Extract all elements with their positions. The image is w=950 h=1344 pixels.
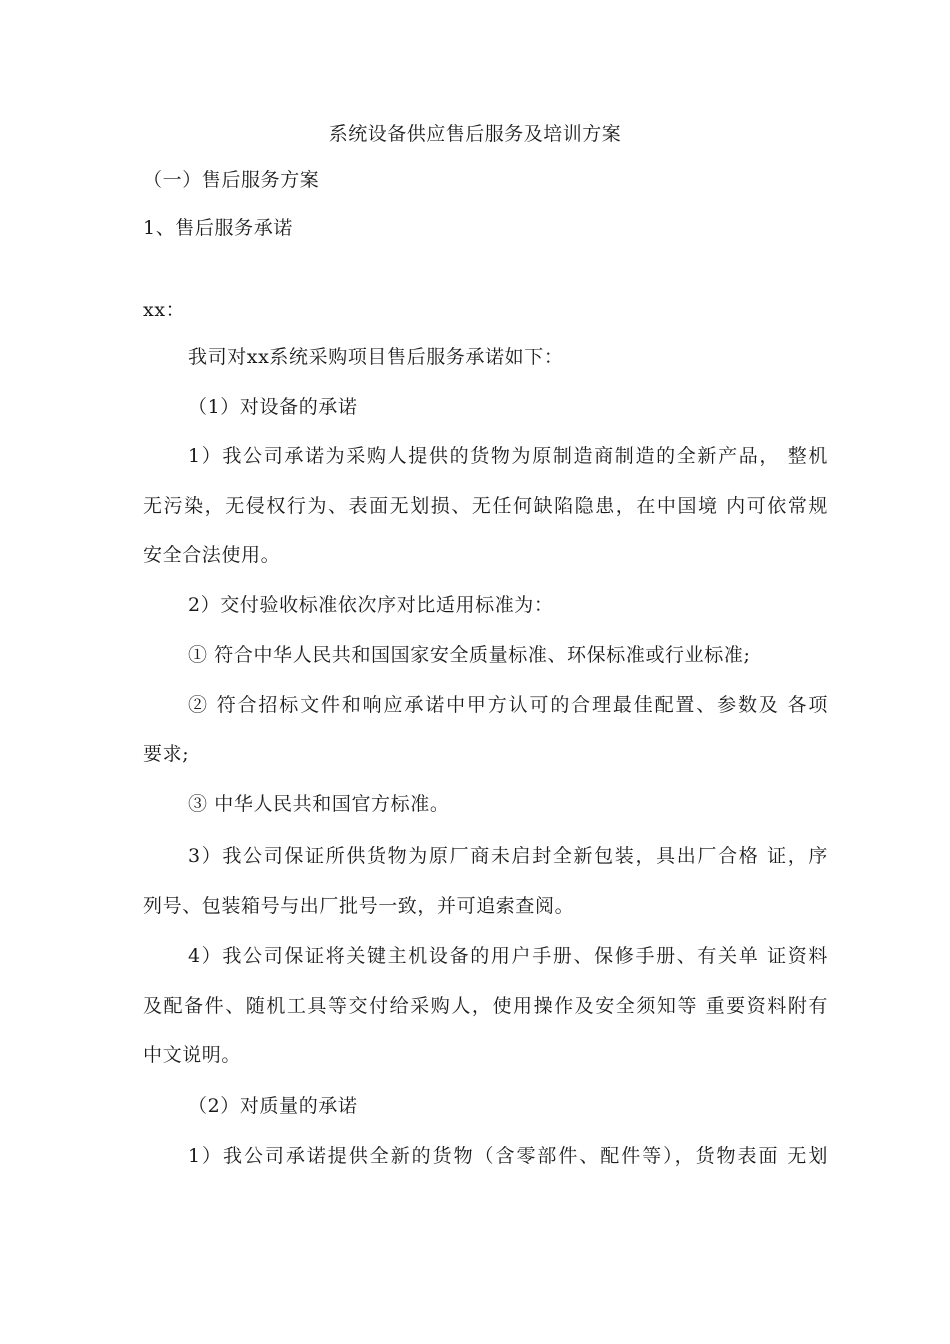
quality-item1-line1: 1）我公司承诺提供全新的货物（含零部件、配件等），货物表面 无划 — [188, 1145, 828, 1167]
subsection-heading-commitment: 1、售后服务承诺 — [143, 217, 293, 239]
standard-2-line2: 要求; — [143, 743, 190, 765]
standard-3: ③ 中华人民共和国官方标准。 — [188, 793, 450, 815]
item1-line2: 无污染，无侵权行为、表面无划损、无任何缺陷隐患，在中国境 内可依常规 — [143, 495, 828, 517]
item4-line1: 4）我公司保证将关键主机设备的用户手册、保修手册、有关单 证资料 — [188, 945, 828, 967]
item1-line1: 1）我公司承诺为采购人提供的货物为原制造商制造的全新产品， 整机 — [188, 445, 828, 467]
item4-line3: 中文说明。 — [143, 1044, 242, 1066]
item3-line1: 3）我公司保证所供货物为原厂商未启封全新包装，具出厂合格 证，序 — [188, 845, 828, 867]
standard-1: ① 符合中华人民共和国国家安全质量标准、环保标准或行业标准; — [188, 644, 751, 666]
intro-paragraph: 我司对xx系统采购项目售后服务承诺如下： — [188, 346, 564, 368]
item2-paragraph: 2）交付验收标准依次序对比适用标准为： — [188, 594, 554, 616]
document-title: 系统设备供应售后服务及培训方案 — [328, 123, 622, 145]
salutation: xx： — [143, 299, 186, 321]
item4-line2: 及配备件、随机工具等交付给采购人，使用操作及安全须知等 重要资料附有 — [143, 995, 828, 1017]
item3-line2: 列号、包装箱号与出厂批号一致，并可追索查阅。 — [143, 895, 575, 917]
item1-line3: 安全合法使用。 — [143, 544, 281, 566]
standard-2-line1: ② 符合招标文件和响应承诺中甲方认可的合理最佳配置、参数及 各项 — [188, 694, 828, 716]
heading-quality-commitment: （2）对质量的承诺 — [188, 1095, 358, 1117]
heading-equipment-commitment: （1）对设备的承诺 — [188, 396, 358, 418]
section-heading-after-sales: （一）售后服务方案 — [143, 169, 320, 191]
